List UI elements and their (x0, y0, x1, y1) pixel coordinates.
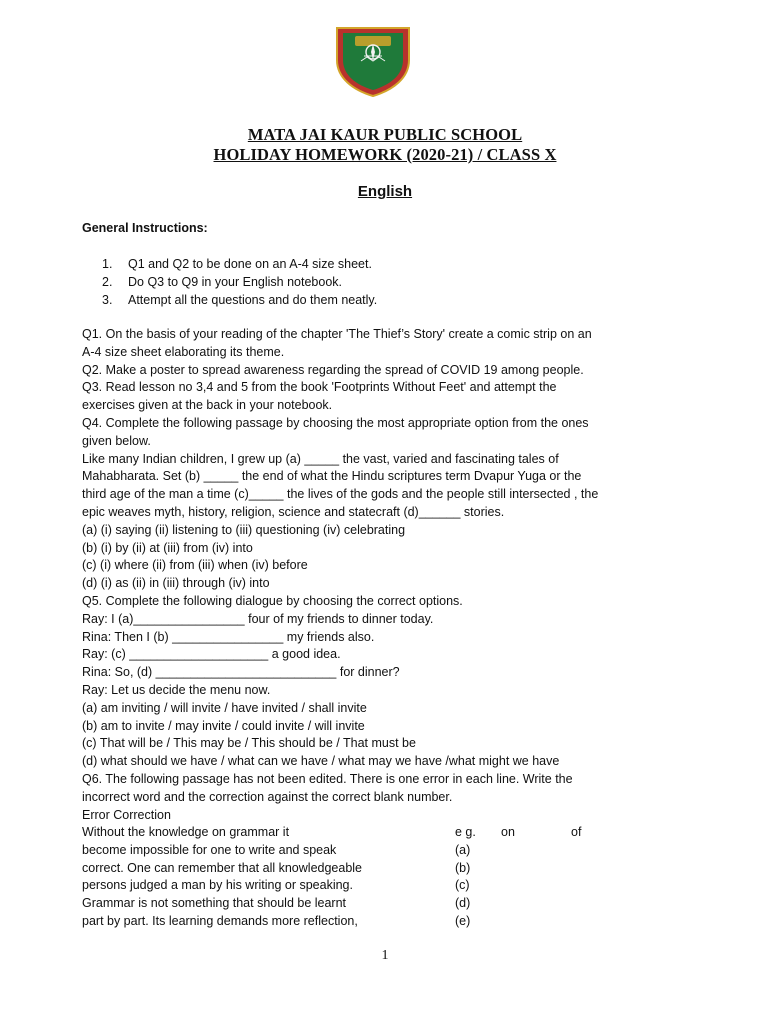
error-label: e g. (455, 825, 476, 839)
text-line: (d) (i) as (ii) in (iii) through (iv) into (82, 576, 270, 591)
error-sentence: part by part. Its learning demands more reflection, (82, 913, 358, 928)
error-label: (d) (455, 896, 471, 911)
text-line: exercises given at the back in your notebook. (82, 398, 333, 413)
homework-title: HOLIDAY HOMEWORK (2020-21) / CLASS X (213, 145, 557, 164)
school-name: MATA JAI KAUR PUBLIC SCHOOL (247, 125, 523, 144)
text-line: (b) am to invite / may invite / could invite / will invite (82, 718, 365, 733)
instruction-item: 2. Do Q3 to Q9 in your English notebook. (102, 274, 343, 289)
text-line: (c) (i) where (ii) from (iii) when (iv) before (82, 558, 308, 573)
subject-title: English (357, 183, 413, 200)
page-number: 1 (381, 948, 389, 963)
text-line: (a) (i) saying (ii) listening to (iii) questioning (iv) celebrating (82, 522, 406, 537)
general-instructions-label: General Instructions: (82, 221, 208, 235)
correction-word: of (571, 825, 582, 839)
error-label: (e) (455, 913, 471, 928)
text-line: epic weaves myth, history, religion, science and statecraft (d)______ stories. (82, 504, 505, 519)
text-line: incorrect word and the correction against the correct blank number. (82, 789, 453, 804)
error-sentence: persons judged a man by his writing or speaking. (82, 878, 353, 893)
error-sentence: correct. One can remember that all knowledgeable (82, 860, 363, 875)
text-line: (c) That will be / This may be / This should be / That must be (82, 736, 416, 751)
questions-body (82, 326, 692, 824)
text-line: A-4 size sheet elaborating its theme. (82, 344, 285, 359)
error-label: (a) (455, 842, 471, 857)
instruction-item: 1. Q1 and Q2 to be done on an A-4 size sheet. (102, 257, 372, 271)
text-line: Rina: Then I (b) ________________ my friends also. (82, 629, 375, 644)
error-sentence: Grammar is not something that should be learnt (82, 896, 347, 911)
text-line: given below. (82, 433, 151, 448)
text-line: (a) am inviting / will invite / have invited / shall invite (82, 700, 367, 715)
text-line: Like many Indian children, I grew up (a) _____ the vast, varied and fascinating tales of (82, 451, 559, 466)
error-label: (b) (455, 860, 471, 875)
error-word: on (501, 825, 515, 839)
error-sentence: Without the knowledge on grammar it (82, 825, 290, 839)
text-line: Q1. On the basis of your reading of the chapter 'The Thief’s Story' create a comic strip on an (82, 327, 592, 341)
text-line: Mahabharata. Set (b) _____ the end of what the Hindu scriptures term Dvapur Yuga or the (82, 469, 582, 484)
text-line: Rina: So, (d) __________________________ for dinner? (82, 665, 400, 680)
text-line: (d) what should we have / what can we have / what may we have /what might we have (82, 754, 560, 769)
error-sentence: become impossible for one to write and speak (82, 842, 337, 857)
text-line: third age of the man a time (c)_____ the lives of the gods and the people still intersected , the (82, 487, 599, 502)
text-line: Q5. Complete the following dialogue by choosing the correct options. (82, 593, 463, 608)
instructions-list (102, 256, 377, 309)
instruction-item: 3. Attempt all the questions and do them neatly. (102, 292, 378, 307)
text-line: Q3. Read lesson no 3,4 and 5 from the book 'Footprints Without Feet' and attempt the (82, 380, 557, 395)
text-line: Ray: I (a)________________ four of my friends to dinner today. (82, 611, 434, 626)
text-line: Error Correction (82, 807, 171, 822)
school-logo (331, 24, 415, 98)
text-line: (b) (i) by (ii) at (iii) from (iv) into (82, 540, 253, 555)
text-line: Ray: Let us decide the menu now. (82, 682, 271, 697)
text-line: Ray: (c) ____________________ a good idea. (82, 647, 341, 662)
text-line: Q4. Complete the following passage by choosing the most appropriate option from the ones (82, 415, 589, 430)
error-label: (c) (455, 878, 470, 893)
text-line: Q6. The following passage has not been edited. There is one error in each line. Write the (82, 771, 573, 786)
text-line: Q2. Make a poster to spread awareness regarding the spread of COVID 19 among people. (82, 362, 584, 377)
